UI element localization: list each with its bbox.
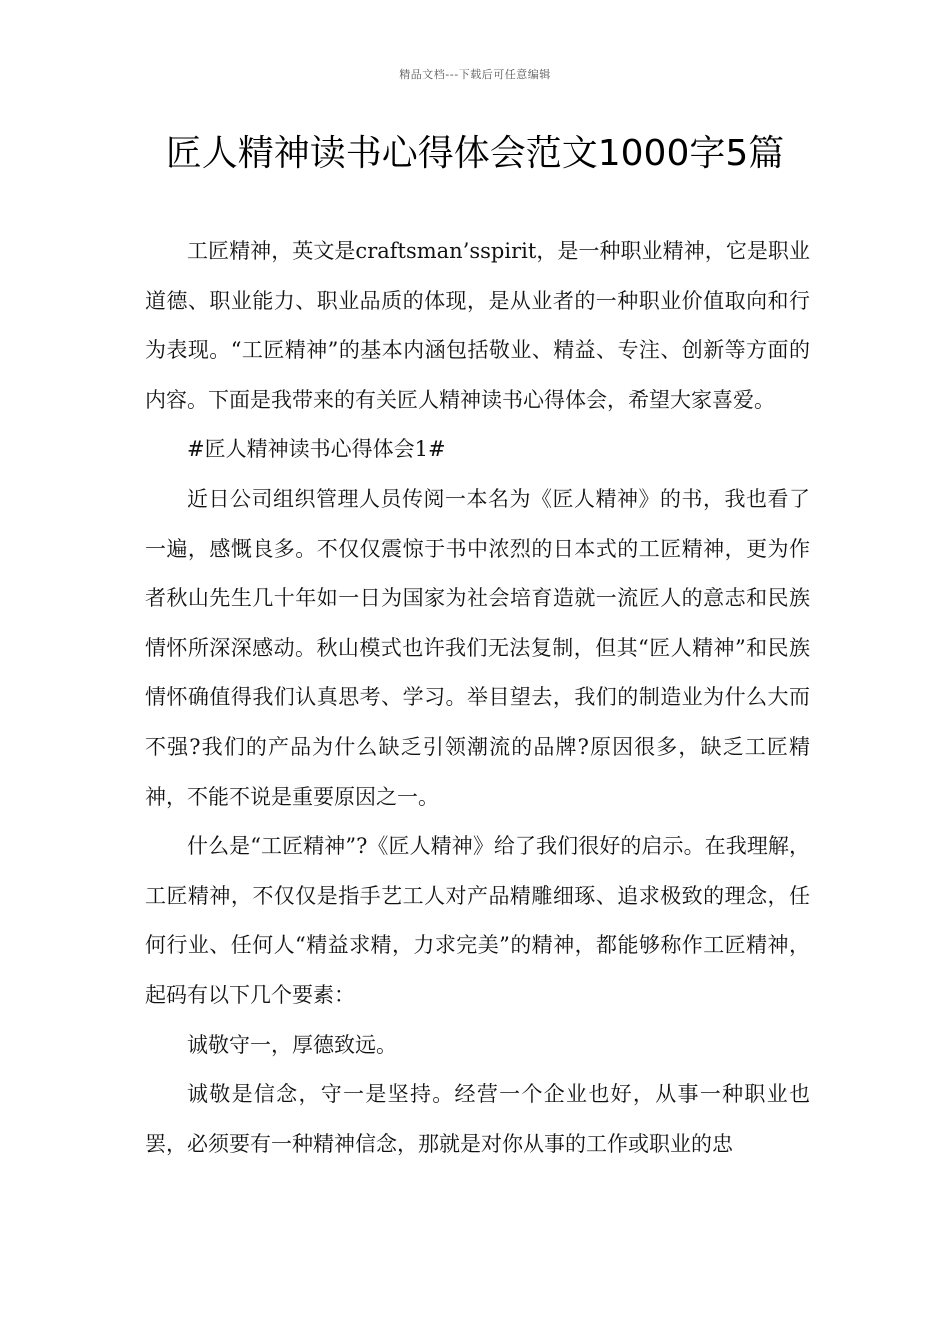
document-title: 匠人精神读书心得体会范文1000字5篇 <box>165 133 785 174</box>
subheading: 诚敬守一，厚德致远。 <box>187 1032 397 1057</box>
document-body <box>145 227 810 1169</box>
paragraph: 什么是“工匠精神”?《匠人精神》给了我们很好的启示。在我理解，工匠精神，不仅仅是指手艺工人对产品精雕细琢、追求极致的理念，任何行业、任何人“精益求精，力求完美”的精神，都能够称作工匠精神，起码有以下几个要素： <box>145 834 810 1007</box>
paragraph: 近日公司组织管理人员传阅一本名为《匠人精神》的书，我也看了一遍，感慨良多。不仅仅震惊于书中浓烈的日本式的工匠精神，更为作者秋山先生几十年如一日为国家为社会培育造就一流匠人的意志和民族情怀所深深感动。秋山模式也许我们无法复制，但其“匠人精神”和民族情怀确值得我们认真思考、学习。举目望去，我们的制造业为什么大而不强?我们的产品为什么缺乏引领潮流的品牌?原因很多，缺乏工匠精神，不能不说是重要原因之一。 <box>145 486 810 809</box>
paragraph-intro: 工匠精神，英文是craftsman’sspirit，是一种职业精神，它是职业道德、职业能力、职业品质的体现，是从业者的一种职业价值取向和行为表现。“工匠精神”的基本内涵包括敬业、精益、专注、创新等方面的内容。下面是我带来的有关匠人精神读书心得体会，希望大家喜爱。 <box>145 239 810 412</box>
header-note: 精品文档---下载后可任意编辑 <box>399 68 551 81</box>
section-heading-1: #匠人精神读书心得体会1# <box>187 437 446 462</box>
paragraph: 诚敬是信念，守一是坚持。经营一个企业也好，从事一种职业也罢，必须要有一种精神信念，那就是对你从事的工作或职业的忠 <box>145 1082 810 1156</box>
